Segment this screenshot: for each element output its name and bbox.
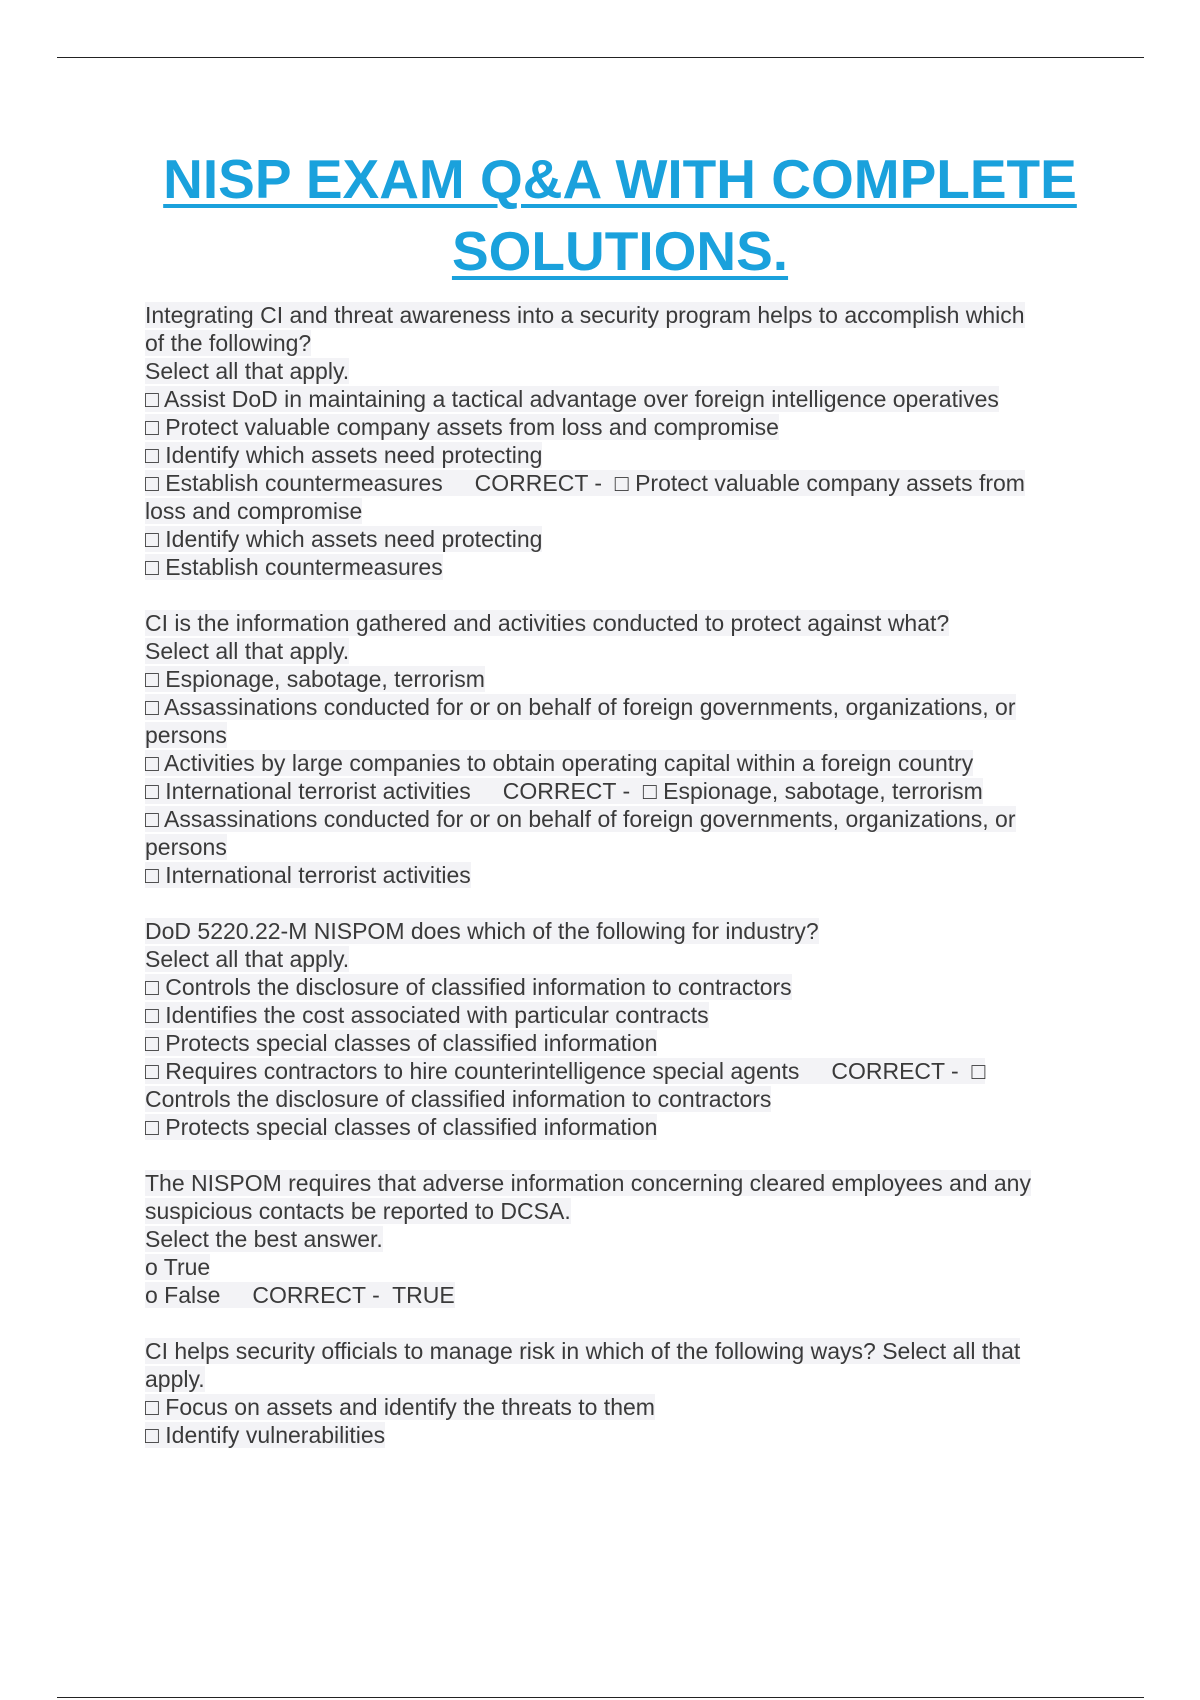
- question-line: [145, 469, 1075, 497]
- question-line: [145, 1057, 1075, 1085]
- line-text: □ Assassinations conducted for or on behalf of foreign governments, organizations, or: [145, 694, 1016, 720]
- line-text: □ Identifies the cost associated with particular contracts: [145, 1002, 709, 1028]
- question-line: [145, 805, 1075, 833]
- title-line-2: SOLUTIONS.: [451, 220, 789, 282]
- line-text: suspicious contacts be reported to DCSA.: [145, 1198, 571, 1224]
- question-line: [145, 1029, 1075, 1057]
- line-text: □ Establish countermeasures: [145, 554, 443, 580]
- line-text: □ Controls the disclosure of classified information to contractors: [145, 974, 792, 1000]
- line-text: persons: [145, 722, 227, 748]
- document-title: [140, 143, 1100, 287]
- line-text: □ Protects special classes of classified information: [145, 1030, 658, 1056]
- top-rule: [57, 57, 1144, 58]
- question-block: [145, 1337, 1075, 1449]
- question-line: [145, 749, 1075, 777]
- question-line: [145, 861, 1075, 889]
- line-text: Select all that apply.: [145, 946, 350, 972]
- line-text: Select all that apply.: [145, 638, 350, 664]
- question-line: [145, 917, 1075, 945]
- question-line: [145, 945, 1075, 973]
- block-spacer: [145, 581, 1075, 609]
- question-line: [145, 637, 1075, 665]
- line-text: Select the best answer.: [145, 1226, 383, 1252]
- question-line: [145, 777, 1075, 805]
- line-text: Controls the disclosure of classified information to contractors: [145, 1086, 772, 1112]
- title-line-1: NISP EXAM Q&A WITH COMPLETE: [163, 148, 1077, 210]
- line-text: □ Protects special classes of classified information: [145, 1114, 658, 1140]
- block-spacer: [145, 1309, 1075, 1337]
- line-text: □ Espionage, sabotage, terrorism: [145, 666, 485, 692]
- question-line: [145, 833, 1075, 861]
- question-line: [145, 973, 1075, 1001]
- line-text: □ Protect valuable company assets from loss and compromise: [145, 414, 779, 440]
- line-text: persons: [145, 834, 227, 860]
- line-text: CI helps security officials to manage risk in which of the following ways? Select all that: [145, 1338, 1021, 1364]
- question-line: [145, 1085, 1075, 1113]
- question-line: [145, 1253, 1075, 1281]
- question-block: [145, 1169, 1075, 1309]
- block-spacer: [145, 1141, 1075, 1169]
- line-text: loss and compromise: [145, 498, 363, 524]
- question-line: [145, 1337, 1075, 1365]
- qa-content: [145, 301, 1075, 1449]
- question-line: [145, 1225, 1075, 1253]
- line-text: □ Assassinations conducted for or on behalf of foreign governments, organizations, or: [145, 806, 1016, 832]
- line-text: □ Assist DoD in maintaining a tactical advantage over foreign intelligence operatives: [145, 386, 999, 412]
- line-text: □ Identify which assets need protecting: [145, 526, 543, 552]
- line-text: o True: [145, 1254, 211, 1280]
- question-line: [145, 609, 1075, 637]
- question-line: [145, 413, 1075, 441]
- line-text: □ International terrorist activities CORRECT - □ Espionage, sabotage, terrorism: [145, 778, 983, 804]
- question-line: [145, 1365, 1075, 1393]
- line-text: of the following?: [145, 330, 312, 356]
- question-block: [145, 917, 1075, 1141]
- question-line: [145, 665, 1075, 693]
- line-text: CI is the information gathered and activities conducted to protect against what?: [145, 610, 950, 636]
- question-line: [145, 385, 1075, 413]
- question-block: [145, 609, 1075, 889]
- question-line: [145, 1197, 1075, 1225]
- line-text: □ International terrorist activities: [145, 862, 471, 888]
- question-line: [145, 329, 1075, 357]
- question-line: [145, 1281, 1075, 1309]
- question-line: [145, 721, 1075, 749]
- question-line: [145, 553, 1075, 581]
- question-line: [145, 1113, 1075, 1141]
- question-line: [145, 497, 1075, 525]
- question-line: [145, 441, 1075, 469]
- question-line: [145, 301, 1075, 329]
- line-text: □ Identify vulnerabilities: [145, 1422, 386, 1448]
- question-line: [145, 693, 1075, 721]
- question-line: [145, 1001, 1075, 1029]
- question-line: [145, 1421, 1075, 1449]
- line-text: DoD 5220.22-M NISPOM does which of the following for industry?: [145, 918, 819, 944]
- line-text: □ Requires contractors to hire counterintelligence special agents CORRECT - □: [145, 1058, 986, 1084]
- line-text: □ Focus on assets and identify the threats to them: [145, 1394, 655, 1420]
- line-text: Select all that apply.: [145, 358, 350, 384]
- line-text: □ Activities by large companies to obtain operating capital within a foreign country: [145, 750, 974, 776]
- line-text: The NISPOM requires that adverse information concerning cleared employees and any: [145, 1170, 1031, 1196]
- line-text: □ Establish countermeasures CORRECT - □ Protect valuable company assets from: [145, 470, 1025, 496]
- block-spacer: [145, 889, 1075, 917]
- line-text: apply.: [145, 1366, 205, 1392]
- question-line: [145, 357, 1075, 385]
- question-line: [145, 1393, 1075, 1421]
- line-text: Integrating CI and threat awareness into a security program helps to accomplish which: [145, 302, 1025, 328]
- question-line: [145, 1169, 1075, 1197]
- bottom-rule: [57, 1697, 1144, 1698]
- question-block: [145, 301, 1075, 581]
- question-line: [145, 525, 1075, 553]
- line-text: o False CORRECT - TRUE: [145, 1282, 455, 1308]
- line-text: □ Identify which assets need protecting: [145, 442, 543, 468]
